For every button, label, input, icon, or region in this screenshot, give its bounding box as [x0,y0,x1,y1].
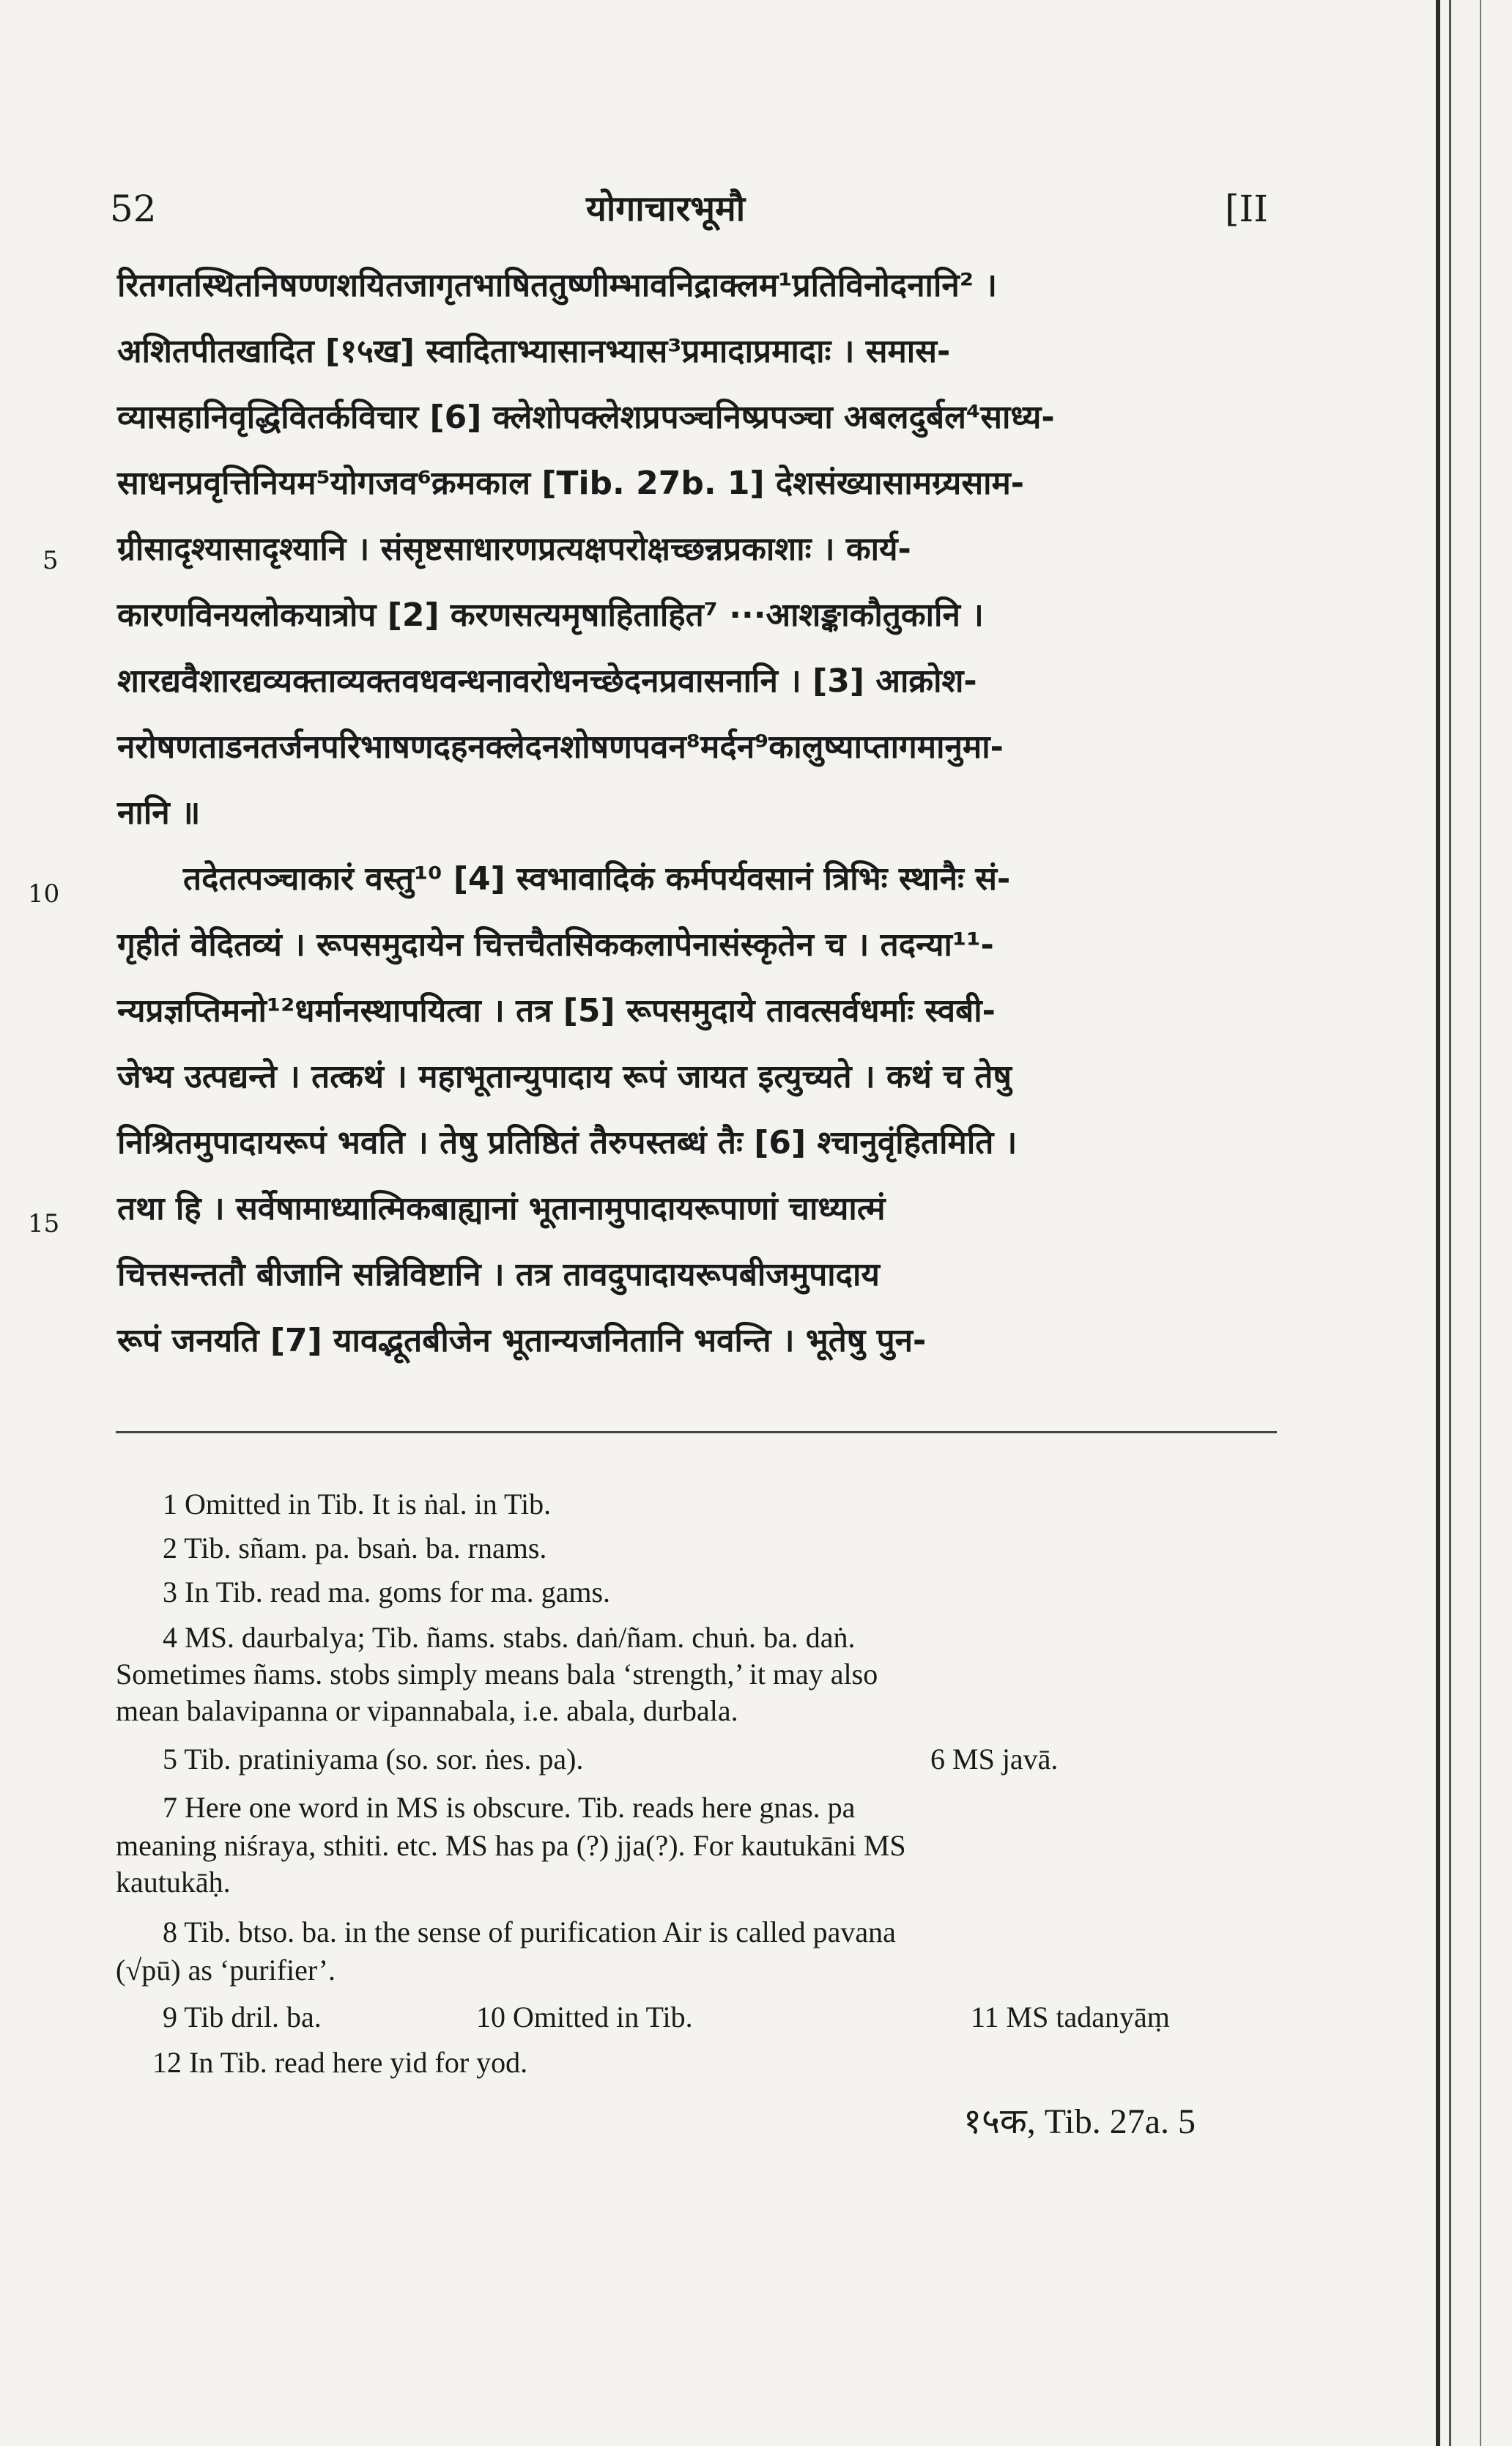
page-number: 52 [110,188,157,230]
section-mark: [II [1225,188,1269,230]
text-line: तदेतत्पञ्चाकारं वस्तु¹⁰ [4] स्वभावादिकं कर्मपर्यवसानं त्रिभिः स्थानैः सं- [183,860,1011,898]
text-line: नानि ॥ [117,794,201,832]
text-line: साधनप्रवृत्तिनियम⁵योगजव⁶क्रमकाल [Tib. 27b. 1] देशसंख्यासामग्र्यसाम- [117,465,1025,502]
text-line: रूपं जनयति [7] यावद्भूतबीजेन भूतान्यजनितानि भवन्ति । भूतेषु पुन- [117,1322,927,1359]
text-line: शारद्यवैशारद्यव्यक्ताव्यक्तवधवन्धनावरोधनच्छेदनप्रवासनानि । [3] आक्रोश- [117,662,977,700]
footnote: 6 MS javā. [930,1743,1059,1776]
text-line: अशितपीतखादित [१५ख] स्वादिताभ्यासानभ्यास³प्रमादाप्रमादाः । समास- [117,333,951,370]
text-line: गृहीतं वेदितव्यं । रूपसमुदायेन चित्तचैतसिककलापेनासंस्कृतेन च । तदन्या¹¹- [117,926,994,964]
text-line: निश्रितमुपादायरूपं भवति । तेषु प्रतिष्ठितं तैरुपस्तब्धं तैः [6] श्चानुवृंहितमिति । [117,1124,1018,1161]
footnote-divider [116,1431,1277,1433]
footnote-continuation: Sometimes ñams. stobs simply means bala ‘strength,’ it may also [116,1658,878,1691]
source-folio-note: १५क, Tib. 27a. 5 [963,2102,1196,2141]
footnote-continuation: meaning niśraya, sthiti. etc. MS has pa (?) jja(?). For kautukāni MS [116,1829,906,1862]
binding-edge-line [1480,0,1481,2446]
text-line: ग्रीसादृश्यासादृश्यानि । संसृष्टसाधारणप्रत्यक्षपरोक्षच्छन्नप्रकाशाः । कार्य- [117,531,911,568]
footnote: 4 MS. daurbalya; Tib. ñams. stabs. daṅ/ñam. chuṅ. ba. daṅ. [163,1621,856,1654]
footnote: 7 Here one word in MS is obscure. Tib. reads here gnas. pa [163,1791,856,1824]
text-line: चित्तसन्ततौ बीजानि सन्निविष्टानि । तत्र तावदुपादायरूपबीजमुपादाय [117,1256,880,1293]
text-line: जेभ्य उत्पद्यन्ते । तत्कथं । महाभूतान्युपादाय रूपं जायत इत्युच्यते । कथं च तेषु [117,1058,1012,1095]
running-title: योगाचारभूमौ [586,188,746,229]
text-line: रितगतस्थितनिषण्णशयितजागृतभाषिततुष्णीम्भावनिद्राक्लम¹प्रतिविनोदनानि² । [117,267,998,304]
footnote: 9 Tib dril. ba. [163,2000,322,2033]
binding-edge-line [1449,0,1451,2446]
binding-edge-line [1436,0,1440,2446]
footnote-continuation: (√pū) as ‘purifier’. [116,1954,336,1987]
line-number: 5 [42,546,59,575]
line-number: 10 [28,879,60,909]
footnote: 1 Omitted in Tib. It is ṅal. in Tib. [163,1488,552,1521]
footnote: 3 In Tib. read ma. goms for ma. gams. [163,1575,611,1608]
footnote: 2 Tib. sñam. pa. bsaṅ. ba. rnams. [163,1531,547,1564]
text-line: कारणविनयलोकयात्रोप [2] करणसत्यमृषाहिताहित⁷ ···आशङ्काकौतुकानि । [117,596,984,634]
footnote: 8 Tib. btso. ba. in the sense of purification Air is called pavana [163,1915,896,1948]
text-line: तथा हि । सर्वेषामाध्यात्मिकबाह्यानां भूतानामुपादायरूपाणां चाध्यात्मं [117,1190,886,1227]
text-line: व्यासहानिवृद्धिवितर्कविचार [6] क्लेशोपक्लेशप्रपञ्चनिष्प्रपञ्चा अबलदुर्बल⁴साध्य- [117,399,1055,436]
footnote: 10 Omitted in Tib. [476,2000,693,2033]
text-line: नरोषणताडनतर्जनपरिभाषणदहनक्लेदनशोषणपवन⁸मर्दन⁹कालुष्याप्तागमानुमा- [117,728,1004,766]
footnote: 12 In Tib. read here yid for yod. [152,2046,528,2079]
footnote-continuation: kautukāḥ. [116,1866,231,1899]
footnote-continuation: mean balavipanna or vipannabala, i.e. abala, durbala. [116,1694,738,1727]
text-line: न्यप्रज्ञप्तिमनो¹²धर्मानस्थापयित्वा । तत्र [5] रूपसमुदाये तावत्सर्वधर्माः स्वबी- [117,992,996,1030]
line-number: 15 [28,1209,60,1238]
footnote: 5 Tib. pratiniyama (so. sor. ṅes. pa). [163,1743,584,1776]
footnote: 11 MS tadanyāṃ [971,2000,1170,2033]
